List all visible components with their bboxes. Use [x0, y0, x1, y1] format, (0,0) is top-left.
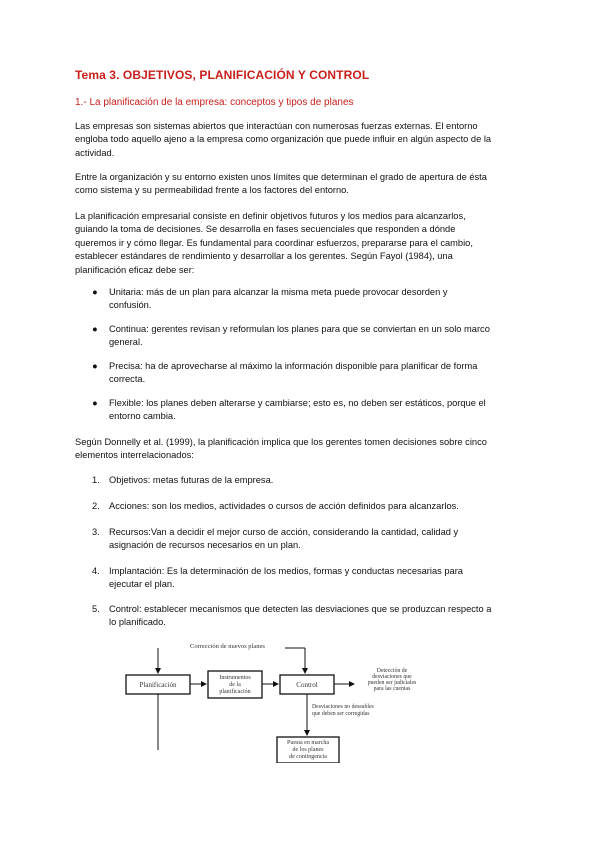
- diagram-box-planificacion-label: Planificación: [139, 681, 177, 689]
- diagram-box-puesta-line: Puesta en marcha: [287, 740, 329, 746]
- paragraph-planning-definition: La planificación empresarial consiste en definir objetivos futuros y los medios para alcanzarlos, guiando la toma de decisiones. Se desarrolla en fases secuenciales que responden a dónde queremos ir y cómo llegar. Es fundamental para coordinar esfuerzos, prepararse para el cambio, establecer estándares de rendimiento y desarrollar a los gerentes. Según Fayol (1984), una planificación eficaz debe ser:: [75, 211, 473, 275]
- bullet-dot-icon: ●: [92, 287, 98, 297]
- paragraph-donnelly: Según Donnelly et al. (1999), la planificación implica que los gerentes tomen decisiones sobre cinco elementos interrelacionados:: [75, 437, 487, 461]
- paragraph-open-systems: Las empresas son sistemas abiertos que interactúan con numerosas fuerzas externas. El entorno engloba todo aquello ajeno a la empresa como organización que puede influir en algún aspecto de la actividad.: [75, 121, 492, 158]
- page-title: Tema 3. OBJETIVOS, PLANIFICACIÓN Y CONTROL: [75, 68, 370, 82]
- diagram-right-label-line: Detección de: [376, 668, 408, 674]
- bullet-dot-icon: ●: [92, 324, 98, 334]
- diagram-right-label-line: para las cuentas: [373, 686, 411, 692]
- document-page: Tema 3. OBJETIVOS, PLANIFICACIÓN Y CONTROL 1.- La planificación de la empresa: conceptos y tipos de planes Las empresas son sistemas abiertos que interactúan con numerosas fuerzas externas. El entorno engloba todo aquello ajeno a la empresa como organización que puede influir en algún aspecto de la actividad. Entre la organización y su entorno existen unos límites que determinan el grado de apertura de ésta como sistema y su permeabilidad frente a los factores del entorno. La planificación empresarial consiste en definir objetivos futuros y los medios para alcanzarlos, guiando la toma de decisiones. Se desarrolla en fases secuenciales que responden a dónde queremos ir y cómo llegar. Es fundamental para coordinar esfuerzos, prepararse para el cambio, establecer estándares de rendimiento y desarrollar a los gerentes. Según Fayol (1984), una planificación eficaz debe ser: ● Unitaria: más de un plan para alcanzar la misma meta puede provocar desorden y confusión. ● Continua: gerentes revisan y reformulan los planes para que se conviertan en un solo marco general. ● Precisa: ha de aprovecharse al máximo la información disponible para planificar de forma correcta. ● Flexible: los planes deben alterarse y cambiarse; esto es, no deben ser estáticos, porque el entorno cambia. Según Donnelly et al. (1999), la planificación implica que los gerentes tomen decisiones sobre cinco elementos interrelacionados: 1. Objetivos: metas futuras de la empresa. 2. Acciones: son los medios, actividades o cursos de acción definidos para alcanzarlos. 3. Recursos:Van a decidir el mejor curso de acción, considerando la cantidad, calidad y asignación de recursos necesarios en un plan. 4. Implantación: Es la determinación de los medios, formas y conductas necesarias para ejecutar el plan. 5. Control: establecer mecanismos que detecten las desviaciones que se produzcan respecto a lo planificado. Corrección de nuevos planes Planificación Instrumentos de la planificación Control Detección de desviaciones que pueden ser judiciales para las cuentas Desviaciones no deseables que deben ser corregidas Puesta en marcha de los planes de contingencia: [0, 0, 600, 848]
- diagram-box-instrumentos-line: planificación: [219, 689, 251, 695]
- diagram-right-label-line: desviaciones que: [372, 674, 412, 680]
- bullet-dot-icon: ●: [92, 398, 98, 408]
- section-subtitle: 1.- La planificación de la empresa: conceptos y tipos de planes: [75, 97, 354, 108]
- diagram-top-label: Corrección de nuevos planes: [190, 643, 265, 650]
- diagram-box-control-label: Control: [296, 681, 318, 689]
- diagram-box-instrumentos-line: de la: [229, 682, 241, 688]
- bullet-dot-icon: ●: [92, 361, 98, 371]
- planning-control-diagram: [120, 638, 450, 763]
- diagram-box-puesta-line: de los planes: [292, 747, 324, 753]
- diagram-mid-label-line: que deben ser corregidas: [312, 711, 370, 717]
- paragraph-limits: Entre la organización y su entorno existen unos límites que determinan el grado de apertura de ésta como sistema y su permeabilidad frente a los factores del entorno.: [75, 172, 487, 196]
- diagram-mid-label-line: Desviaciones no deseables: [312, 704, 374, 710]
- diagram-right-label-line: pueden ser judiciales: [367, 680, 417, 686]
- diagram-box-instrumentos-line: Instrumentos: [219, 675, 251, 681]
- diagram-box-puesta-line: de contingencia: [289, 754, 327, 760]
